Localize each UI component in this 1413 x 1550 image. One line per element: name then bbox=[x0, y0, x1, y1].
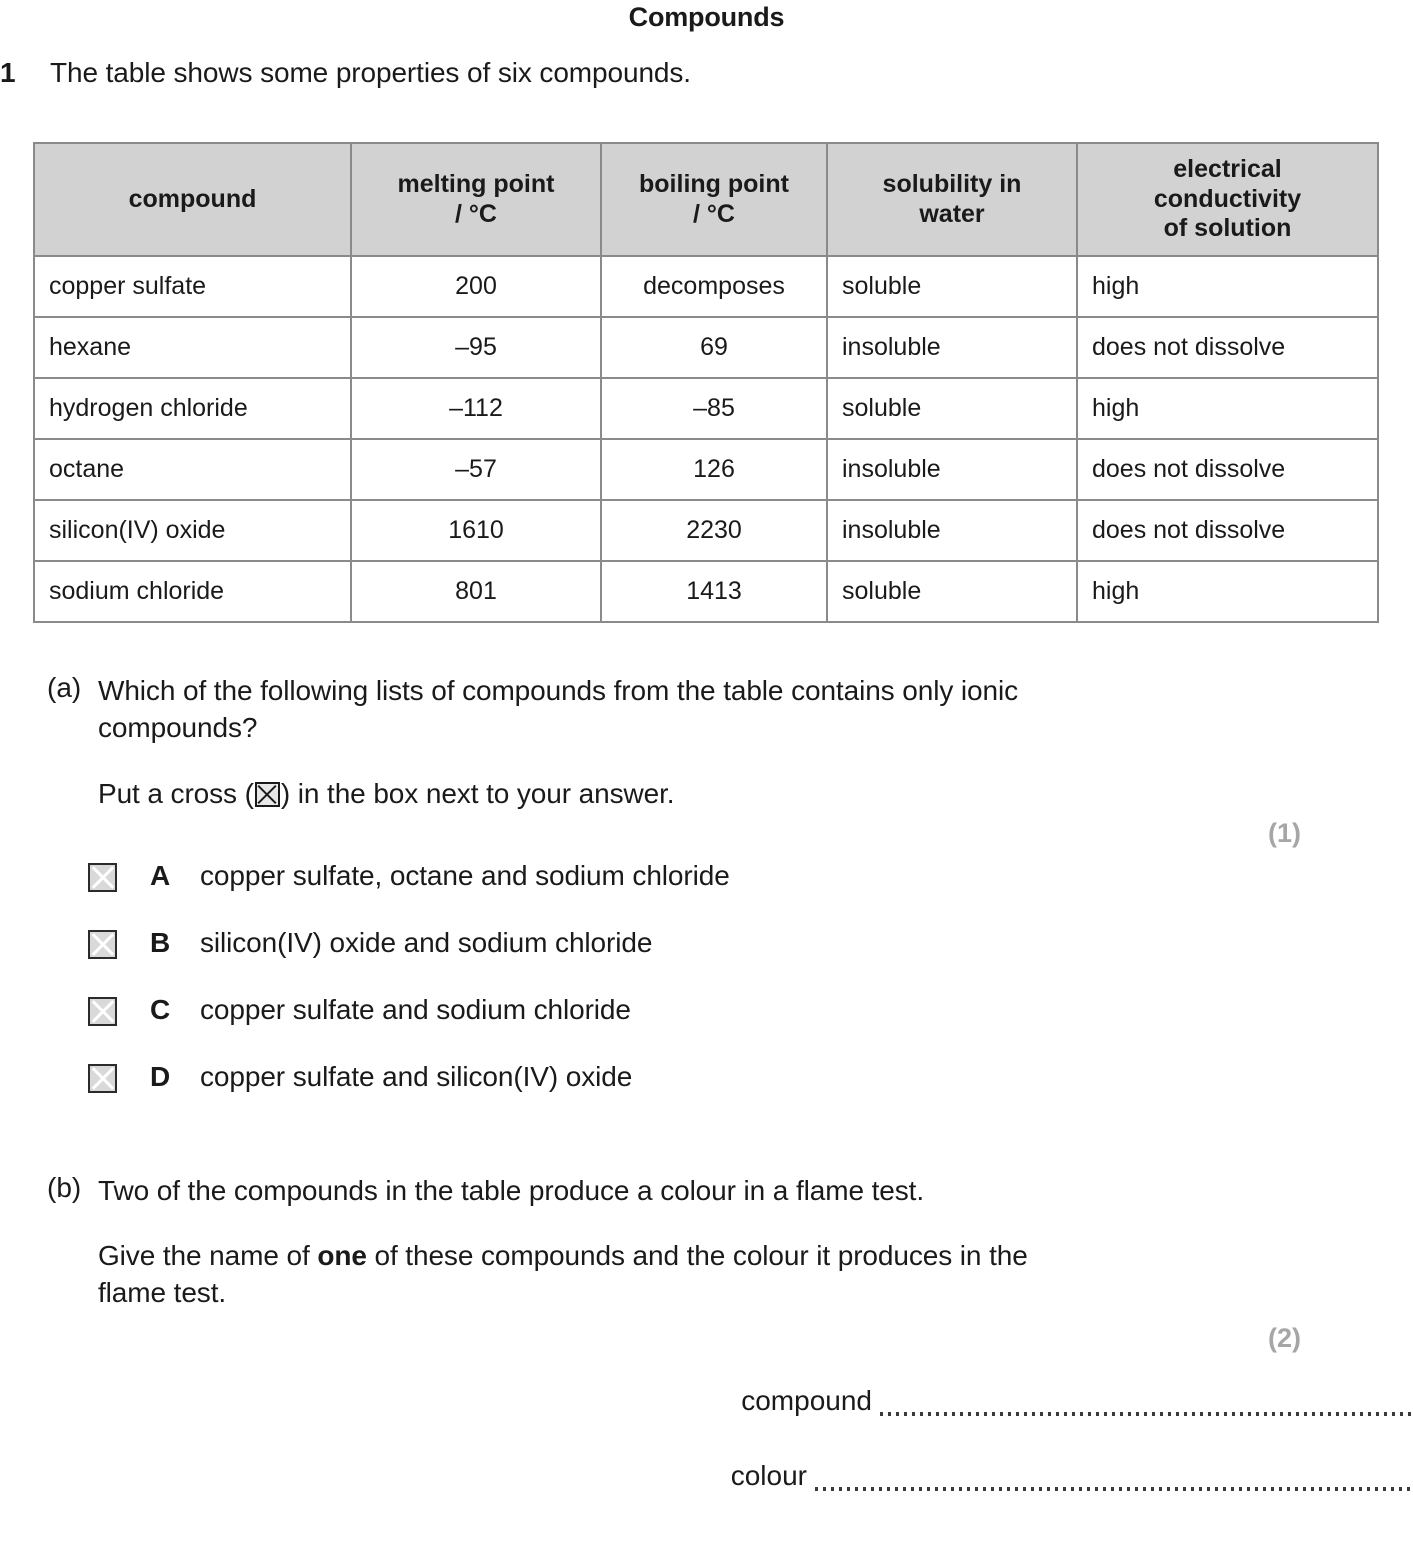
cell-compound: hexane bbox=[34, 317, 351, 378]
cell-conductivity: high bbox=[1077, 378, 1378, 439]
instruction-text-after: of these compounds and the colour it produces in the bbox=[366, 1240, 1028, 1271]
answer-label-compound: compound bbox=[741, 1385, 872, 1416]
cell-conductivity: does not dissolve bbox=[1077, 500, 1378, 561]
part-b-instruction bbox=[98, 1237, 1298, 1311]
cell-boiling-point: 126 bbox=[601, 439, 827, 500]
option-row-b[interactable] bbox=[0, 927, 1413, 994]
compound-properties-table bbox=[33, 142, 1379, 623]
option-letter-c: C bbox=[150, 994, 171, 1025]
table-row bbox=[34, 378, 1378, 439]
option-letter-a: A bbox=[150, 860, 171, 891]
cell-conductivity: does not dissolve bbox=[1077, 439, 1378, 500]
header-line: / °C bbox=[693, 199, 735, 228]
part-b-statement: Two of the compounds in the table produce a colour in a flame test. bbox=[98, 1175, 925, 1206]
instruction-text-before: Give the name of bbox=[98, 1240, 318, 1271]
cell-conductivity: high bbox=[1077, 561, 1378, 622]
question-stem: The table shows some properties of six compounds. bbox=[50, 57, 691, 88]
option-text-b: silicon(IV) oxide and sodium chloride bbox=[200, 927, 653, 958]
dotted-leader[interactable] bbox=[880, 1412, 1413, 1416]
part-a-label: (a) bbox=[47, 672, 82, 703]
question-number: 1 bbox=[0, 57, 16, 88]
header-line: solubility in bbox=[882, 170, 1022, 198]
column-header-compound bbox=[34, 143, 351, 256]
checkbox-option-d[interactable] bbox=[88, 1064, 117, 1093]
header-line: conductivity bbox=[1153, 184, 1302, 213]
cell-solubility: insoluble bbox=[827, 500, 1077, 561]
part-b-marks: (2) bbox=[1268, 1323, 1301, 1353]
part-a-question bbox=[98, 672, 1278, 746]
answer-label-colour: colour bbox=[730, 1460, 807, 1491]
column-header-solubility bbox=[827, 143, 1077, 256]
option-row-d[interactable] bbox=[0, 1061, 1413, 1128]
instruction-text-before: Put a cross ( bbox=[98, 778, 254, 809]
cell-conductivity: does not dissolve bbox=[1077, 317, 1378, 378]
cell-boiling-point: 1413 bbox=[601, 561, 827, 622]
part-a-options bbox=[0, 860, 1413, 1128]
cell-melting-point: –57 bbox=[351, 439, 601, 500]
checkbox-option-b[interactable] bbox=[88, 930, 117, 959]
cell-compound: copper sulfate bbox=[34, 256, 351, 317]
cell-compound: hydrogen chloride bbox=[34, 378, 351, 439]
cell-boiling-point: 2230 bbox=[601, 500, 827, 561]
cell-boiling-point: 69 bbox=[601, 317, 827, 378]
cross-icon bbox=[255, 782, 280, 807]
option-text-d: copper sulfate and silicon(IV) oxide bbox=[200, 1061, 633, 1092]
cell-compound: silicon(IV) oxide bbox=[34, 500, 351, 561]
cell-compound: sodium chloride bbox=[34, 561, 351, 622]
table-header-row bbox=[34, 143, 1378, 256]
table-row bbox=[34, 561, 1378, 622]
table-row bbox=[34, 500, 1378, 561]
checkbox-option-a[interactable] bbox=[88, 863, 117, 892]
cell-compound: octane bbox=[34, 439, 351, 500]
answer-line-compound[interactable] bbox=[741, 1385, 1413, 1425]
column-header-boiling-point bbox=[601, 143, 827, 256]
cell-boiling-point: decomposes bbox=[601, 256, 827, 317]
header-line: of solution bbox=[1163, 214, 1292, 243]
option-text-c: copper sulfate and sodium chloride bbox=[200, 994, 631, 1025]
option-letter-b: B bbox=[150, 927, 171, 958]
column-header-conductivity bbox=[1077, 143, 1378, 256]
page-title: Compounds bbox=[628, 2, 785, 32]
checkbox-option-c[interactable] bbox=[88, 997, 117, 1026]
header-line: / °C bbox=[455, 199, 497, 228]
option-row-a[interactable] bbox=[0, 860, 1413, 927]
cell-melting-point: 801 bbox=[351, 561, 601, 622]
cell-solubility: soluble bbox=[827, 378, 1077, 439]
cell-boiling-point: –85 bbox=[601, 378, 827, 439]
header-line: boiling point bbox=[639, 170, 789, 198]
option-letter-d: D bbox=[150, 1061, 171, 1092]
header-line: electrical bbox=[1173, 155, 1282, 184]
instruction-emphasis: one bbox=[317, 1240, 367, 1271]
option-text-a: copper sulfate, octane and sodium chloride bbox=[200, 860, 730, 891]
answer-line-colour[interactable] bbox=[730, 1460, 1413, 1500]
header-line: melting point bbox=[397, 170, 555, 198]
table-row bbox=[34, 317, 1378, 378]
table-row bbox=[34, 439, 1378, 500]
part-b-label: (b) bbox=[47, 1172, 82, 1203]
dotted-leader[interactable] bbox=[815, 1487, 1413, 1491]
cell-solubility: soluble bbox=[827, 256, 1077, 317]
cell-melting-point: –112 bbox=[351, 378, 601, 439]
cell-melting-point: 200 bbox=[351, 256, 601, 317]
instruction-line2: flame test. bbox=[98, 1277, 227, 1309]
part-a-instruction bbox=[98, 775, 1278, 812]
cell-melting-point: 1610 bbox=[351, 500, 601, 561]
part-a-question-line1: Which of the following lists of compounds from the table contains only ionic bbox=[98, 675, 1018, 706]
instruction-text-after: ) in the box next to your answer. bbox=[280, 778, 675, 809]
part-a-question-line2: compounds? bbox=[98, 712, 258, 744]
cell-conductivity: high bbox=[1077, 256, 1378, 317]
table-row bbox=[34, 256, 1378, 317]
part-a-marks: (1) bbox=[1268, 818, 1301, 848]
cell-melting-point: –95 bbox=[351, 317, 601, 378]
cell-solubility: soluble bbox=[827, 561, 1077, 622]
cell-solubility: insoluble bbox=[827, 317, 1077, 378]
cell-solubility: insoluble bbox=[827, 439, 1077, 500]
header-line: water bbox=[919, 199, 985, 228]
column-header-melting-point bbox=[351, 143, 601, 256]
option-row-c[interactable] bbox=[0, 994, 1413, 1061]
header-line: compound bbox=[128, 184, 257, 213]
